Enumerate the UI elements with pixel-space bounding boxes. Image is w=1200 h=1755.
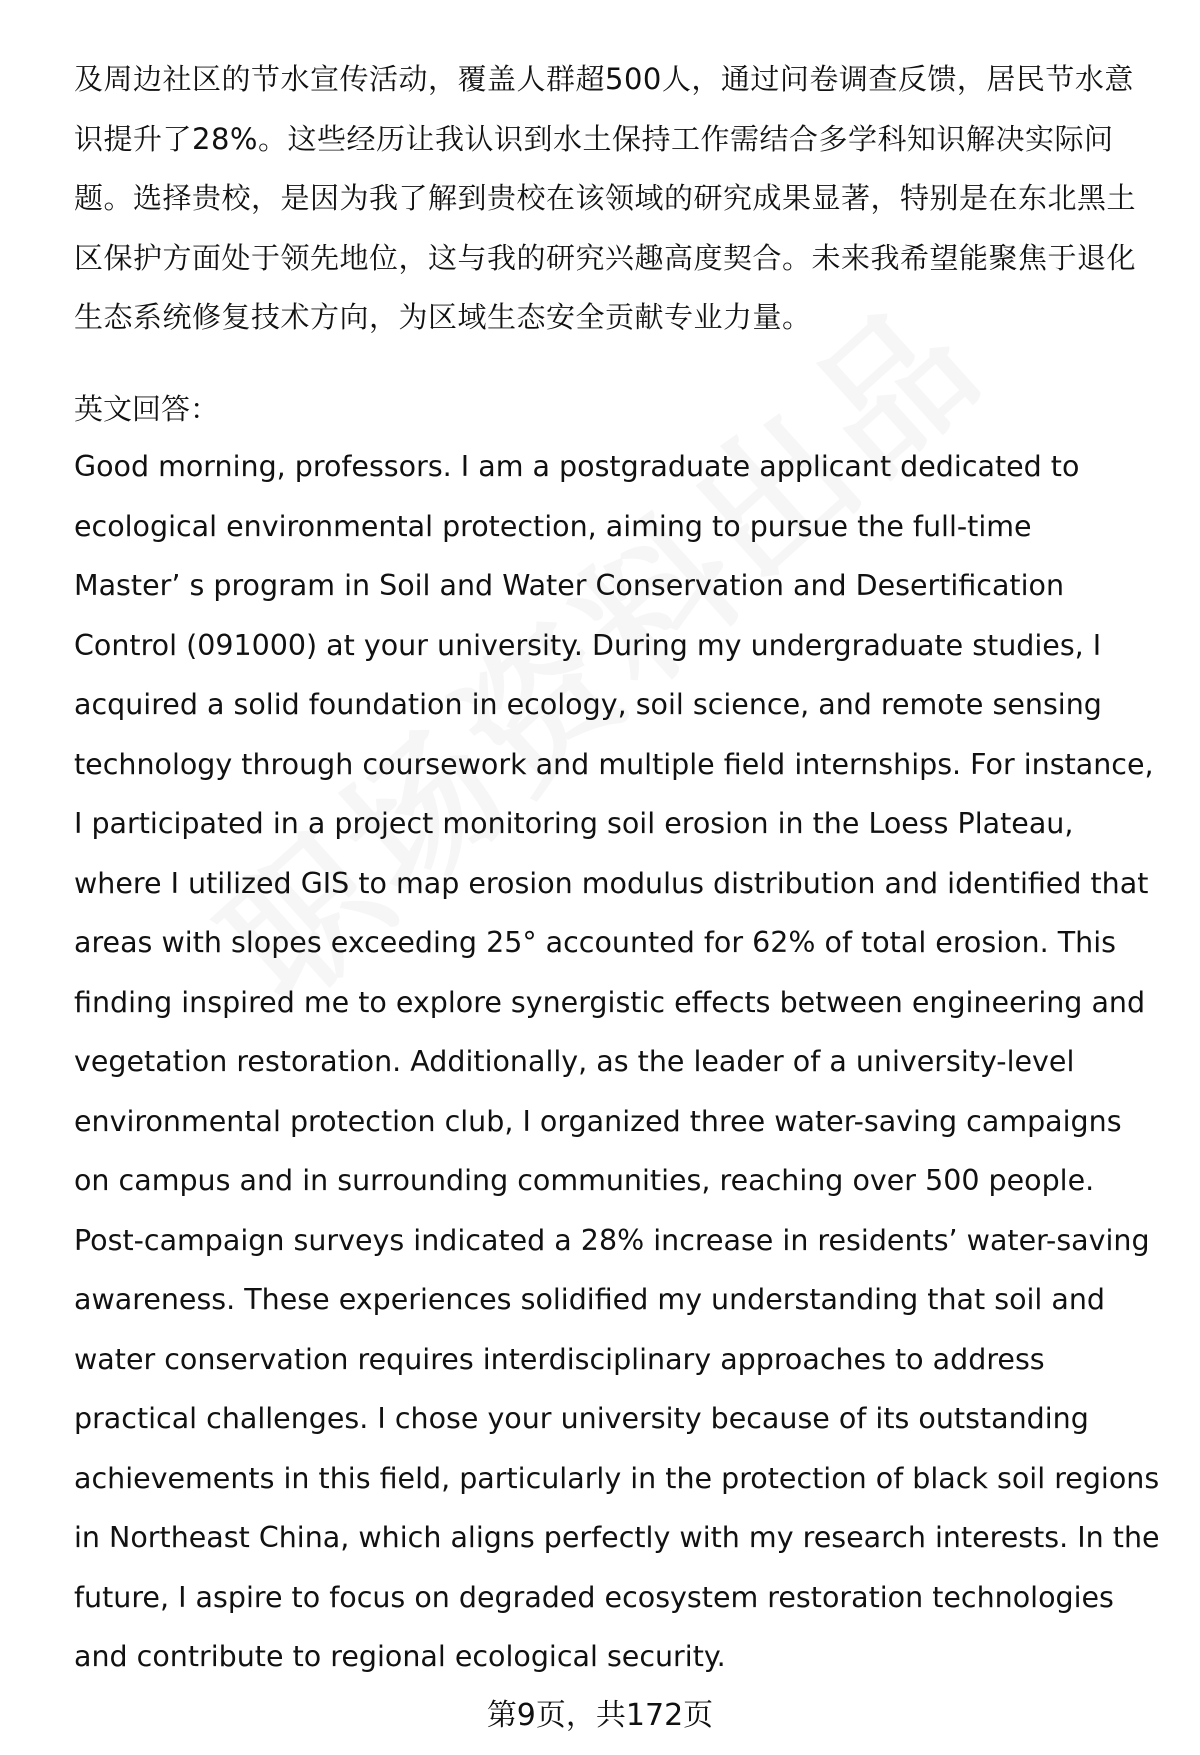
english-line: future, I aspire to focus on degraded ecosystem restoration technologies [74,1580,1114,1614]
english-line: in Northeast China, which aligns perfectly with my research interests. In the [74,1521,1160,1554]
english-line: awareness. These experiences solidified my understanding that soil and [74,1283,1106,1316]
english-line: water conservation requires interdisciplinary approaches to address [74,1342,1045,1376]
english-line: technology through coursework and multiple field internships. For instance, [74,747,1154,781]
english-line: Post-campaign surveys indicated a 28% increase in residents’ water-saving [74,1223,1150,1257]
chinese-line: 生态系统修复技术方向，为区域生态安全贡献专业力量。 [74,300,812,334]
english-line: vegetation restoration. Additionally, as the leader of a university-level [74,1045,1075,1078]
english-line: Control (091000) at your university. During my undergraduate studies, I [74,628,1102,662]
chinese-line: 题。选择贵校，是因为我了解到贵校在该领域的研究成果显著，特别是在东北黑土 [74,181,1137,215]
english-line: Good morning, professors. I am a postgraduate applicant dedicated to [74,450,1080,483]
english-line: and contribute to regional ecological security. [74,1640,726,1673]
english-line: areas with slopes exceeding 25° accounted for 62% of total erosion. This [74,926,1116,959]
english-line: practical challenges. I chose your university because of its outstanding [74,1402,1089,1435]
chinese-paragraph [74,50,1164,348]
chinese-line: 区保护方面处于领先地位，这与我的研究兴趣高度契合。未来我希望能聚焦于退化 [74,240,1137,275]
english-line: I participated in a project monitoring soil erosion in the Loess Plateau, [74,807,1074,840]
english-paragraph [74,437,1164,1687]
english-line: finding inspired me to explore synergistic effects between engineering and [74,985,1146,1019]
english-answer-label: 英文回答： [74,392,220,426]
english-line: ecological environmental protection, aiming to pursue the full-time [74,509,1032,543]
english-line: acquired a solid foundation in ecology, soil science, and remote sensing [74,688,1102,721]
english-line: achievements in this field, particularly in the protection of black soil regions [74,1461,1160,1495]
chinese-line: 及周边社区的节水宣传活动，覆盖人群超500人，通过问卷调查反馈，居民节水意 [74,62,1134,96]
english-line: Master’ s program in Soil and Water Conservation and Desertification [74,569,1065,602]
page-number-footer: 第9页，共172页 [486,1698,714,1733]
english-line: where I utilized GIS to map erosion modulus distribution and identified that [74,866,1149,900]
chinese-line: 识提升了28%。这些经历让我认识到水土保持工作需结合多学科知识解决实际问 [74,121,1114,156]
english-line: on campus and in surrounding communities, reaching over 500 people. [74,1164,1095,1197]
english-line: environmental protection club, I organized three water-saving campaigns [74,1104,1122,1138]
